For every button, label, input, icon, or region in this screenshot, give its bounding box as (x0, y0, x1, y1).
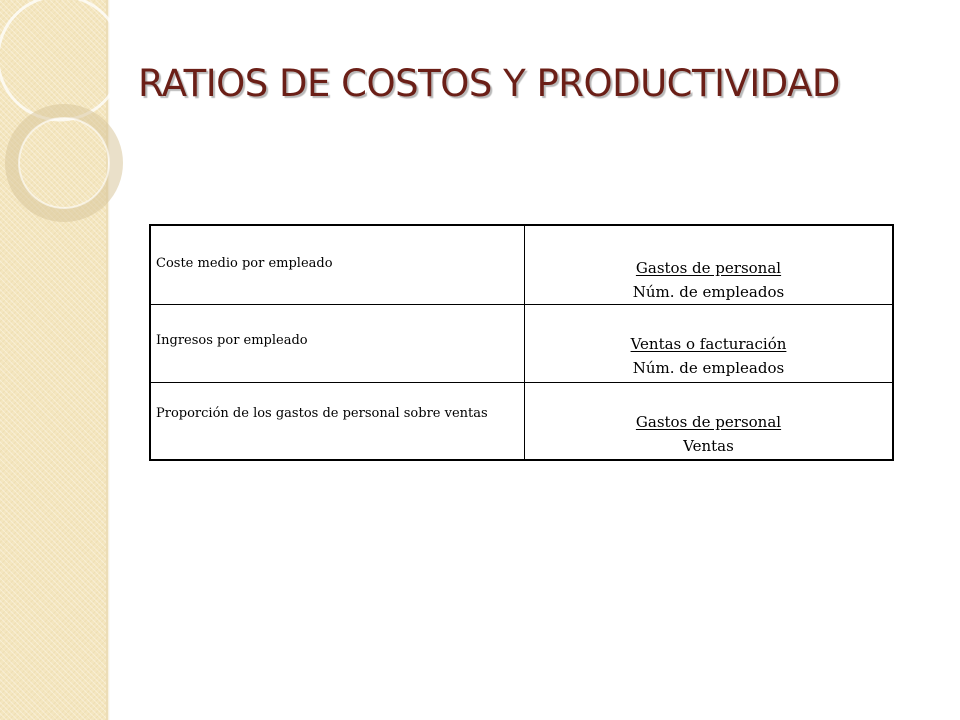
formula-denominator: Núm. de empleados (632, 283, 785, 301)
ratio-label-cell (150, 225, 525, 305)
decorative-circles (0, 0, 160, 260)
ratio-label: Proporción de los gastos de personal sobre ventas (156, 406, 488, 421)
slide-title: RATIOS DE COSTOS Y PRODUCTIVIDAD (138, 62, 840, 105)
formula-numerator: Ventas o facturación (630, 335, 787, 353)
table-row (150, 305, 893, 383)
formula-numerator: Gastos de personal (635, 259, 782, 277)
ratio-formula (525, 226, 892, 304)
ratio-formula (525, 383, 892, 458)
ratio-formula-cell (525, 305, 894, 383)
ratio-formula (525, 305, 892, 380)
formula-denominator: Ventas (683, 437, 734, 455)
formula-denominator: Núm. de empleados (632, 359, 785, 377)
ratios-table (149, 224, 894, 461)
deco-circle-inner (19, 118, 109, 208)
ratio-formula-cell (525, 225, 894, 305)
ratio-label-cell (150, 305, 525, 383)
formula-numerator: Gastos de personal (635, 413, 782, 431)
deco-circle-medium (12, 111, 116, 215)
ratio-label: Coste medio por empleado (156, 256, 333, 271)
ratio-label: Ingresos por empleado (156, 333, 308, 348)
table-row (150, 383, 893, 461)
ratio-label-cell (150, 383, 525, 461)
deco-circle-large (0, 0, 122, 120)
ratio-formula-cell (525, 383, 894, 461)
table-row (150, 225, 893, 305)
